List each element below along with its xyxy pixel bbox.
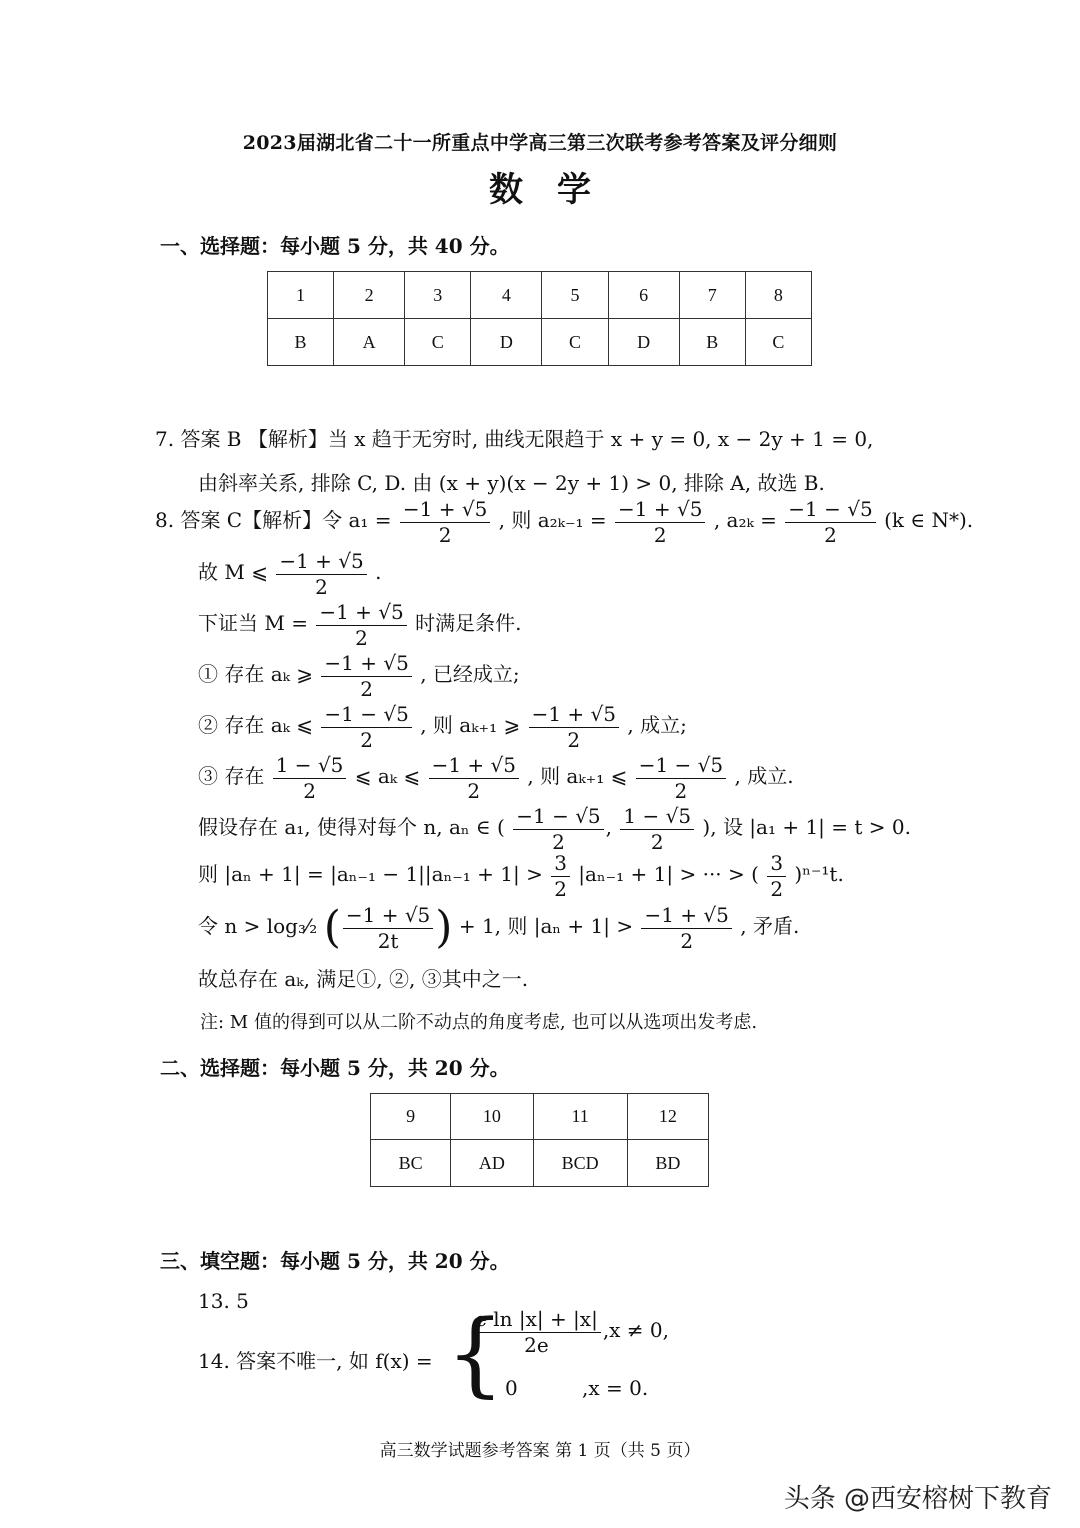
table-cell: 4 bbox=[471, 272, 542, 319]
table-cell: D bbox=[608, 319, 679, 366]
q8-l6-mid1: ⩽ aₖ ⩽ bbox=[354, 764, 421, 788]
q8-l1-post: (k ∈ N*). bbox=[884, 508, 974, 532]
table-cell: 5 bbox=[542, 272, 608, 319]
table-cell: 1 bbox=[268, 272, 334, 319]
table-cell: AD bbox=[451, 1140, 533, 1187]
q8-l6-pre: ③ 存在 bbox=[198, 764, 265, 788]
q13-answer: 13. 5 bbox=[198, 1289, 249, 1313]
section2-heading: 二、选择题：每小题 5 分，共 20 分。 bbox=[160, 1056, 510, 1080]
fraction: $\frac{-1 + √5}{2}$ bbox=[400, 496, 490, 547]
table-cell: 8 bbox=[745, 272, 811, 319]
table-cell: 7 bbox=[679, 272, 745, 319]
q8-l1-pre: 8. 答案 C【解析】令 a₁ = bbox=[155, 508, 392, 532]
q8-l8-pre: 则 |aₙ + 1| = |aₙ₋₁ − 1||aₙ₋₁ + 1| > bbox=[198, 862, 543, 886]
table-cell: BD bbox=[627, 1140, 708, 1187]
table-cell: C bbox=[745, 319, 811, 366]
fraction: $\frac{-1 + √5}{2}$ bbox=[529, 701, 619, 752]
table-cell: C bbox=[405, 319, 471, 366]
fraction: $\frac{-1 - √5}{2}$ bbox=[321, 701, 411, 752]
q7-line-1: 7. 答案 B 【解析】当 x 趋于无穷时, 曲线无限趋于 x + y = 0, x − 2y + 1 = 0, bbox=[155, 427, 874, 451]
table-cell: 6 bbox=[608, 272, 679, 319]
table-cell: C bbox=[542, 319, 608, 366]
q8-l1-mid1: , 则 a₂ₖ₋₁ = bbox=[498, 508, 607, 532]
q8-line-8 bbox=[198, 850, 844, 901]
table-cell: 11 bbox=[533, 1094, 627, 1140]
q8-l5-mid: , 则 aₖ₊₁ ⩾ bbox=[420, 713, 521, 737]
fraction: $\frac{-1 + √5}{2}$ bbox=[321, 650, 411, 701]
fraction: $\frac{-1 - √5}{2}$ bbox=[636, 752, 726, 803]
section1-heading: 一、选择题：每小题 5 分，共 40 分。 bbox=[160, 234, 510, 258]
q14-case-2-condition: ,x = 0. bbox=[582, 1376, 649, 1400]
q8-line-6 bbox=[198, 752, 794, 803]
q8-l4-post: , 已经成立; bbox=[420, 662, 520, 686]
table-cell: 3 bbox=[405, 272, 471, 319]
q7-line-2: 由斜率关系, 排除 C, D. 由 (x + y)(x − 2y + 1) > 0, 排除 A, 故选 B. bbox=[198, 471, 825, 495]
q14-case-1 bbox=[470, 1306, 669, 1357]
q8-l8-post: )ⁿ⁻¹t. bbox=[794, 862, 844, 886]
fraction: $\frac{\text{e ln |x| + |x|}}{2e}$ bbox=[472, 1306, 601, 1357]
q8-l6-mid2: , 则 aₖ₊₁ ⩽ bbox=[527, 764, 628, 788]
q8-l3-post: 时满足条件. bbox=[415, 611, 522, 635]
document-title: 2023届湖北省二十一所重点中学高三第三次联考参考答案及评分细则 bbox=[242, 132, 838, 154]
table-cell: B bbox=[268, 319, 334, 366]
subject-heading: 数学 bbox=[489, 170, 625, 210]
fraction: $\frac{3}{2}$ bbox=[551, 850, 570, 901]
q8-l1-mid2: , a₂ₖ = bbox=[713, 508, 777, 532]
fraction: $\frac{1 - √5}{2}$ bbox=[273, 752, 347, 803]
section2-answer-table bbox=[370, 1093, 709, 1187]
table-cell: A bbox=[334, 319, 405, 366]
q8-l9-post: , 矛盾. bbox=[740, 914, 800, 938]
fraction: $\frac{-1 + √5}{2}$ bbox=[641, 902, 731, 953]
q8-line-1 bbox=[155, 496, 973, 547]
q8-l5-post: , 成立; bbox=[627, 713, 687, 737]
q8-l7-post: ), 设 |a₁ + 1| = t > 0. bbox=[702, 815, 911, 839]
q8-l7-pre: 假设存在 a₁, 使得对每个 n, aₙ ∈ ( bbox=[198, 815, 505, 839]
fraction: $\frac{-1 - √5}{2}$ bbox=[785, 496, 875, 547]
q14-prefix: 14. 答案不唯一, 如 f(x) = bbox=[198, 1349, 433, 1373]
q8-l9-pre: 令 n > log₃⁄₂ bbox=[198, 914, 318, 938]
table-cell: 10 bbox=[451, 1094, 533, 1140]
table-cell: 2 bbox=[334, 272, 405, 319]
q8-l8-mid: |aₙ₋₁ + 1| > ··· > ( bbox=[578, 862, 759, 886]
fraction: $\frac{1 - √5}{2}$ bbox=[620, 803, 694, 854]
table-cell: 9 bbox=[371, 1094, 451, 1140]
q8-l9-mid: + 1, 则 |aₙ + 1| > bbox=[458, 914, 634, 938]
q8-l4-pre: ① 存在 aₖ ⩾ bbox=[198, 662, 314, 686]
q8-line-7: 假设存在 a₁, 使得对每个 n, aₙ ∈ ( $\frac{-1 - √5}{2}$ , $\frac{1 - √5}{2}$ ), 设 |a₁ + 1| = t > 0. bbox=[198, 804, 911, 854]
q14-case-2-value: 0 bbox=[505, 1376, 518, 1400]
table-cell: BC bbox=[371, 1140, 451, 1187]
case1-condition: ,x ≠ 0, bbox=[602, 1318, 670, 1342]
q8-line-2 bbox=[198, 548, 381, 599]
fraction: $\frac{-1 + √5}{2t}$ bbox=[343, 902, 433, 953]
table-cell: D bbox=[471, 319, 542, 366]
q8-l5-pre: ② 存在 aₖ ⩽ bbox=[198, 713, 314, 737]
q8-note: 注: M 值的得到可以从二阶不动点的角度考虑, 也可以从选项出发考虑. bbox=[200, 1012, 758, 1033]
table-cell: 12 bbox=[627, 1094, 708, 1140]
q8-l2-pre: 故 M ⩽ bbox=[198, 560, 268, 584]
q8-l3-pre: 下证当 M = bbox=[198, 611, 308, 635]
q8-line-5 bbox=[198, 701, 687, 752]
table-cell: B bbox=[679, 319, 745, 366]
fraction: $\frac{-1 + √5}{2}$ bbox=[316, 599, 406, 650]
q8-line-9: 令 n > log₃⁄₂ ( $\frac{-1 + √5}{2t}$ ) + 1, 则 |aₙ + 1| > $\frac{-1 + √5}{2}$ , 矛盾. bbox=[198, 902, 800, 953]
q8-line-10: 故总存在 aₖ, 满足①, ②, ③其中之一. bbox=[198, 967, 529, 991]
fraction: $\frac{-1 + √5}{2}$ bbox=[276, 548, 366, 599]
fraction: $\frac{-1 + √5}{2}$ bbox=[615, 496, 705, 547]
q8-line-3 bbox=[198, 599, 521, 650]
q8-l2-post: . bbox=[375, 560, 382, 584]
fraction: $\frac{3}{2}$ bbox=[767, 850, 786, 901]
section1-answer-table bbox=[267, 271, 812, 366]
page-footer: 高三数学试题参考答案 第 1 页（共 5 页） bbox=[379, 1441, 701, 1461]
table-cell: BCD bbox=[533, 1140, 627, 1187]
section3-heading: 三、填空题：每小题 5 分，共 20 分。 bbox=[160, 1249, 510, 1273]
watermark: 头条 @西安榕树下教育 bbox=[783, 1484, 1052, 1514]
left-brace: { bbox=[446, 1300, 505, 1407]
fraction: $\frac{-1 - √5}{2}$ bbox=[513, 803, 603, 854]
q8-line-4 bbox=[198, 650, 520, 701]
q8-l6-post: , 成立. bbox=[734, 764, 794, 788]
fraction: $\frac{-1 + √5}{2}$ bbox=[429, 752, 519, 803]
